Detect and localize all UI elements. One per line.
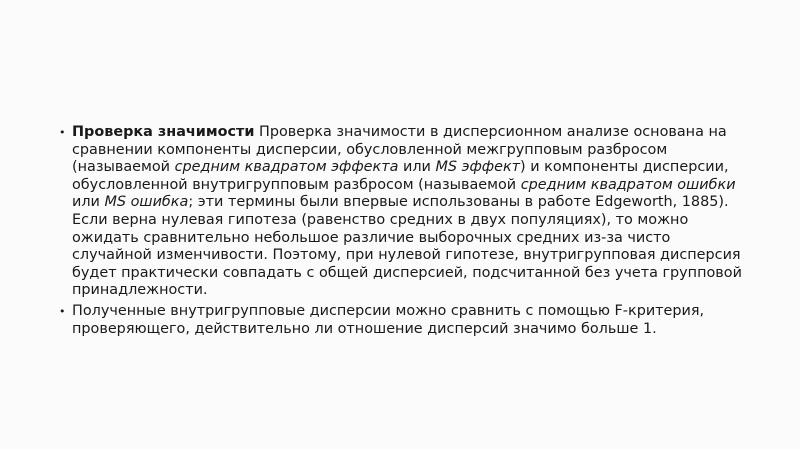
- bullet-text-part: ; эти термины были впервые использованы в работе Edgeworth, 1885). Если верна нулевая гипотеза (равенство средних в двух популяциях), то можно ожидать сравнительно небольшое различие выборочных средних из-за чисто случайной изменчивости. Поэтому, при нулевой гипотезе, внутригрупповая дисперсия будет практически совпадать с общей дисперсией, подсчитанной без учета групповой принадлежности.: [72, 194, 742, 299]
- bullet-item-f-test: [59, 303, 749, 338]
- bullet-text-part: Проверка значимости в дисперсионном анализе основана на сравнении компоненты дисперсии, обусловленной межгрупповым разбросом (называемой: [72, 124, 727, 176]
- bullet-text-part: или: [72, 194, 105, 211]
- term-ms-error: MS ошибка: [104, 194, 189, 211]
- bullet-text: Полученные внутригрупповые дисперсии можно сравнить с помощью F-критерия, проверяющего, действительно ли отношение дисперсий значимо больше 1.: [72, 302, 705, 337]
- term-ms-effect-name: средним квадратом эффекта: [174, 159, 399, 176]
- term-ms-effect: MS эффект: [435, 159, 521, 176]
- slide-body: [59, 124, 749, 341]
- bullet-text-part: ) и компоненты дисперсии, обусловленной внутригрупповым разбросом (называемой: [72, 159, 729, 193]
- bullet-dot-icon: •: [59, 304, 66, 318]
- bullet-item-significance: [59, 124, 749, 300]
- bullet-dot-icon: •: [59, 126, 66, 139]
- bullet-text-part: или: [398, 159, 436, 176]
- term-ms-error-name: средним квадратом ошибки: [520, 176, 736, 193]
- bullet-list: [59, 124, 749, 338]
- bullet-lead: Проверка значимости: [72, 124, 255, 140]
